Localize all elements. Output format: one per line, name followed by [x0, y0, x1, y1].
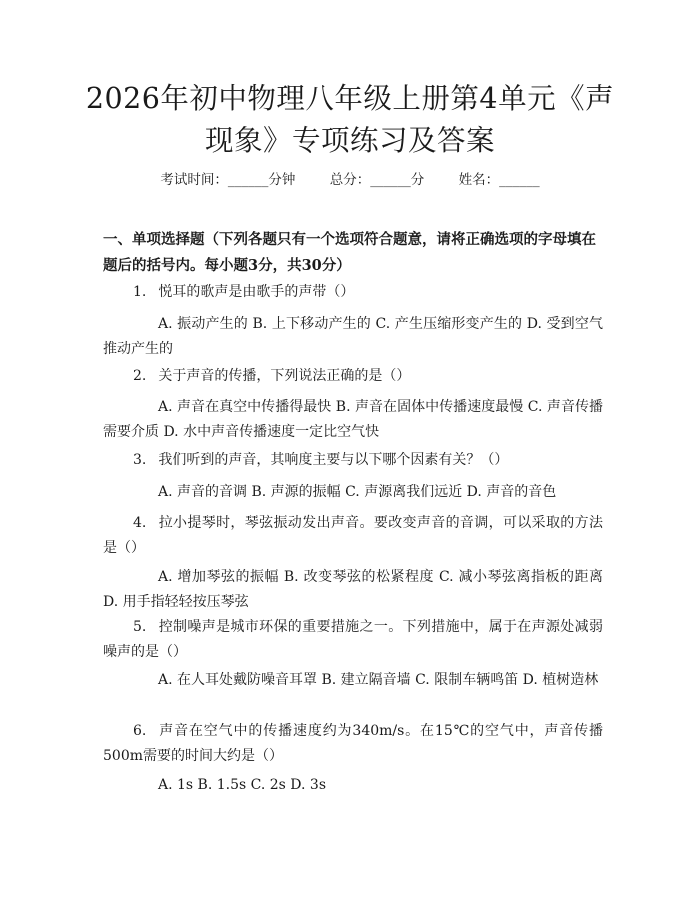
- question-1: [103, 280, 603, 305]
- question-text: 拉小提琴时，琴弦振动发出声音。要改变声音的音调，可以采取的方法是（）: [103, 515, 603, 556]
- question-text: 关于声音的传播，下列说法正确的是（）: [158, 368, 411, 384]
- question-6: [103, 719, 603, 769]
- question-5-options: A. 在人耳处戴防噪音耳罩 B. 建立隔音墙 C. 限制车辆鸣笛 D. 植树造林: [158, 672, 599, 688]
- exam-meta-line: [0, 168, 700, 188]
- question-text: 控制噪声是城市环保的重要措施之一。下列措施中，属于在声源处减弱噪声的是（）: [103, 619, 603, 660]
- question-4-options: A. 增加琴弦的振幅 B. 改变琴弦的松紧程度 C. 减小琴弦离指板的距离 D. 用手指轻轻按压琴弦: [103, 569, 603, 610]
- question-2-options: A. 声音在真空中传播得最快 B. 声音在固体中传播速度最慢 C. 声音传播需要介质 D. 水中声音传播速度一定比空气快: [103, 399, 603, 440]
- document-title: 2026年初中物理八年级上册第4单元《声现象》专项练习及答案: [85, 82, 615, 157]
- question-number: 5.: [133, 619, 147, 635]
- question-3: [103, 448, 603, 473]
- question-2: [103, 364, 603, 389]
- total-score-field: 总分：______分: [329, 172, 425, 188]
- question-4: [103, 511, 603, 561]
- exam-time-field: 考试时间：______分钟: [160, 172, 296, 188]
- question-number: 3.: [133, 452, 147, 468]
- question-5: [103, 615, 603, 665]
- question-1-options: A. 振动产生的 B. 上下移动产生的 C. 产生压缩形变产生的 D. 受到空气推动产生的: [103, 316, 603, 357]
- section-heading: 一、单项选择题（下列各题只有一个选项符合题意，请将正确选项的字母填在题后的括号内。每小题3分，共30分）: [103, 231, 596, 274]
- question-number: 4.: [133, 515, 147, 531]
- question-number: 2.: [133, 368, 147, 384]
- question-number: 1.: [133, 284, 147, 300]
- question-text: 悦耳的歌声是由歌手的声带（）: [158, 284, 355, 300]
- question-text: 我们听到的声音，其响度主要与以下哪个因素有关？（）: [158, 452, 509, 468]
- question-number: 6.: [133, 723, 147, 739]
- student-name-field: 姓名：______: [458, 172, 540, 188]
- question-text: 声音在空气中的传播速度约为340m/s。在15℃的空气中，声音传播500m需要的时间大约是（）: [103, 723, 603, 764]
- question-3-options: A. 声音的音调 B. 声源的振幅 C. 声源离我们远近 D. 声音的音色: [158, 484, 557, 500]
- question-6-options: A. 1s B. 1.5s C. 2s D. 3s: [158, 777, 327, 793]
